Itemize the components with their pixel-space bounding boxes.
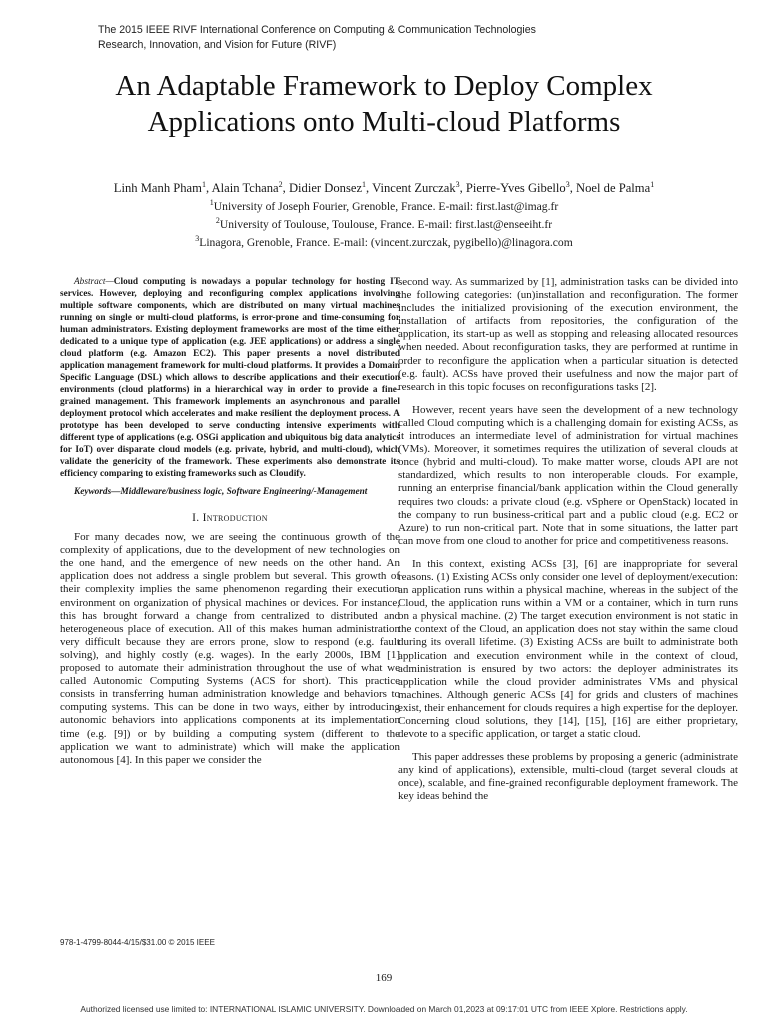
affiliation-list	[0, 198, 768, 252]
paper-title-line-1: An Adaptable Framework to Deploy Complex	[115, 70, 653, 102]
keywords: Keywords—Middleware/business logic, Software Engineering/-Management	[74, 487, 368, 497]
license-footer: Authorized licensed use limited to: INTERNATIONAL ISLAMIC UNIVERSITY. Downloaded on March 01,2023 at 09:17:01 UTC from IEEE Xplore. Restrictions apply.	[80, 1004, 688, 1014]
right-column	[398, 276, 738, 804]
abstract: Abstract—Cloud computing is nowadays a popular technology for hosting IT services. However, deploying and reconfiguring complex applications involving multiple software components, which are distributed on many virtual machines running on single or multi-cloud platforms, is error-prone and time-consuming for human administrators. Existing deployment frameworks are most of the time either dedicated to a unique type of application (e.g. JEE applications) or address a single cloud platform (e.g. Amazon EC2). This paper presents a novel distributed application management framework for multi-cloud platforms. It provides a Domain Specific Language (DSL) which allows to describe applications and their execution environments (cloud platforms) in a hierarchical way in order to provide a fine-grained management. This framework implements an asynchronous and parallel deployment protocol which accelerates and make resilient the deployment process. A prototype has been developed to serve conducting intensive experiments with different type of applications (e.g. OSGi application and ubiquitous big data analytics for IoT) over disparate cloud models (e.g. private, hybrid, and multi-cloud), which validate the genericity of the framework. These experiments also demonstrate its efficiency comparing to existing frameworks such as Cloudify.	[60, 277, 400, 479]
copyright-notice: 978-1-4799-8044-4/15/$31.00 © 2015 IEEE	[60, 938, 215, 947]
body-paragraph: However, recent years have seen the development of a new technology called Cloud computing which is a challenging domain for existing ACSs, as it introduces an intermediate level of administration for virtual machines (VMs). Moreover, it sometimes requires the utilization of several clouds at once (hybrid and multi-cloud). To make matter worse, clouds API are not standardized, which results to non interoperable clouds. For example, running an enterprise financial/bank application within the Cloud generally requires two clouds: a private cloud (e.g. vSphere or OpenStack) located in the company to run business-critical part and a public cloud (e.g. EC2 or Azure) to run non-critical part. Note that in some situations, the latter part can move from one cloud to another for price and competitiveness reasons.	[398, 403, 738, 547]
body-paragraph: In this context, existing ACSs [3], [6] are inappropriate for several reasons. (1) Existing ACSs only consider one level of deployment/execution: an application runs within a physical machine, whereas in the subject of the Cloud, the application runs within a VM or a container, which in turn runs on a physical machine. (2) The target execution environment is not static in the context of the Cloud, an application does not stay within the same cloud during its overall lifetime. (3) Existing ACSs are built to administrate both application and execution environment while in the context of cloud, administration is ensured by two actors: the deployer administrates its application while the cloud provider administrates VMs and physical machines. Although generic ACSs [4] for grids and clusters of machines exist, their enhancement for clouds requires a high expertise for the deployer. Concerning cloud solutions, they [14], [15], [16] are either proprietary, devote to a specific application, or target a static cloud.	[398, 557, 738, 741]
page-number: 169	[375, 972, 393, 984]
author: Linh Manh Pham$^1$,	[113, 179, 212, 195]
paper-title	[0, 68, 768, 140]
affiliation: $^2$University of Toulouse, Toulouse, France. E-mail: first.last@enseeiht.fr	[215, 216, 553, 231]
author: Didier Donsez$^1$,	[288, 179, 373, 195]
paper-title-line-2: Applications onto Multi-cloud Platforms	[147, 106, 621, 138]
author: Vincent Zurczak$^3$,	[372, 179, 466, 195]
conference-header	[98, 23, 718, 53]
body-paragraph: second way. As summarized by [1], administration tasks can be divided into the following categories: (un)installation and reconfiguration. The former includes the initialized provisioning of the execution environment, the installation of artifacts from repositories, the configuration of the application, its start-up as well as stopping and releasing allocated resources when needed. About reconfiguration tasks, they are performed at runtime in order to reconfigure the application when a particular situation is detected (e.g. fault). ACSs have proved their usefulness and now the major part of research in this topic focuses on reconfigurations tasks [2].	[398, 276, 738, 393]
body-paragraph: For many decades now, we are seeing the continuous growth of the complexity of applications, due to the development of new technologies on the one hand, and the emergence of new needs on the other hand. An application does not address a single problem but several. This growth of their complexity implies the same phenomenon regarding their execution environment on organization of physical machines or devices. For instance, this has brought forward a change from centralized to distributed and heterogeneous place of execution. All of this makes human administration very difficult because they are errors prone, slow to respond (e.g. fault solving), and highly costly (e.g. wages). In the early 2000s, IBM [1] proposed to automate their administration throughout the use of what we called Autonomic Computing Systems (ACS for short). This practice consists in transferring human administration knowledge and behaviors to computing systems. This can be done in two ways, either by introducing autonomic behaviors into applications components at its implementation time (e.g. [9]) or by building a computing system (different to the application we want to administrate) which will make the application autonomous [4]. In this paper we consider the	[60, 531, 400, 766]
author: Noel de Palma$^1$	[576, 179, 655, 195]
left-column	[60, 276, 400, 767]
body-paragraph: This paper addresses these problems by proposing a generic (administrate any kind of applications), extensible, multi-cloud (target several clouds at once), scalable, and fine-grained reconfigurable deployment framework. The key ideas behind the	[398, 751, 738, 803]
author-list	[0, 180, 768, 197]
affiliation: $^1$University of Joseph Fourier, Grenoble, France. E-mail: first.last@imag.fr	[209, 198, 559, 213]
author: Pierre-Yves Gibello$^3$,	[465, 179, 577, 195]
section-heading-introduction: I. Introduction	[192, 512, 268, 524]
conference-header-line-1: The 2015 IEEE RIVF International Conference on Computing & Communication Technologies	[98, 24, 536, 36]
conference-header-line-2: Research, Innovation, and Vision for Future (RIVF)	[98, 39, 337, 51]
author: Alain Tchana$^2$,	[211, 179, 289, 195]
affiliation: $^3$Linagora, Grenoble, France. E-mail: (vincent.zurczak, pygibello)@linagora.com	[195, 234, 573, 249]
